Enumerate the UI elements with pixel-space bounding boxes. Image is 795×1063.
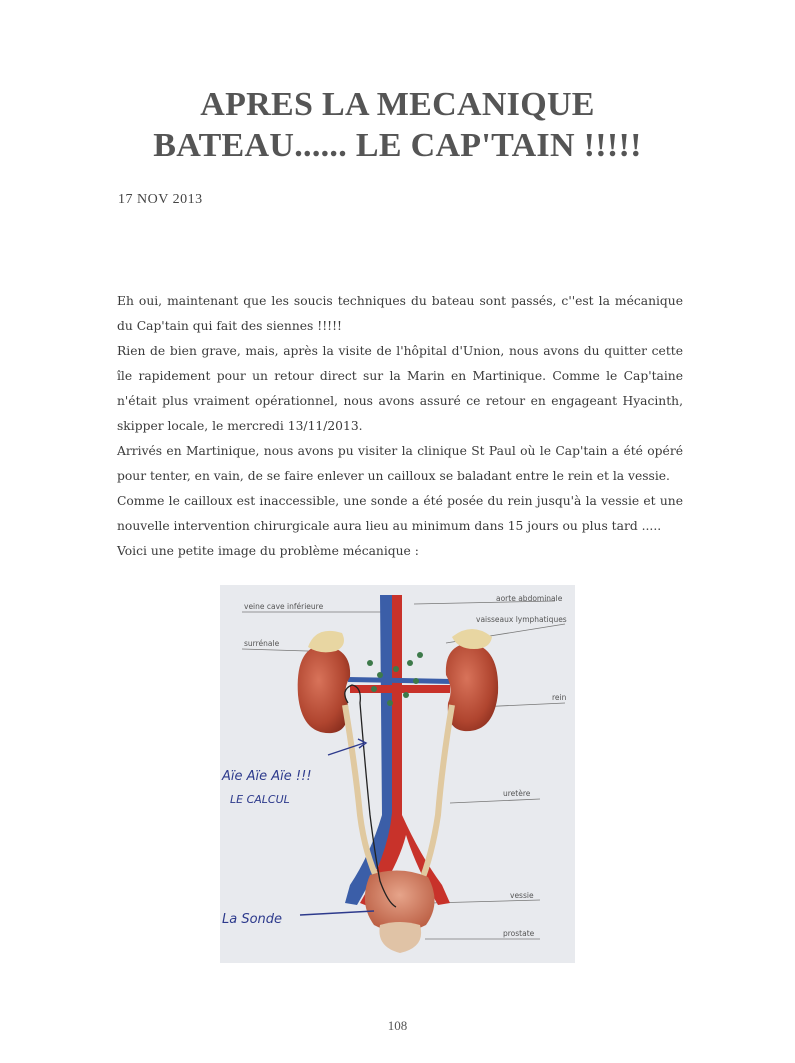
handwritten-calcul: LE CALCUL [230, 793, 290, 806]
article-body [117, 289, 683, 564]
title-line-2: BATEAU...... LE CAP'TAIN !!!!! [153, 127, 642, 164]
label-prostate: prostate [503, 929, 535, 938]
title-line-1: APRES LA MECANIQUE [200, 86, 595, 123]
page-number: 108 [387, 1018, 408, 1033]
right-kidney-shape [446, 643, 498, 731]
anatomy-illustration [220, 585, 575, 963]
handwritten-sonde: La Sonde [222, 912, 283, 927]
label-bladder: vessie [510, 891, 534, 900]
paragraph-4: Comme le cailloux est inaccessible, une sonde a été posée du rein jusqu'à la vessie et une nouvelle intervention chirurgicale aura lieu au minimum dans 15 jours ou plus tard ..... [117, 494, 683, 533]
paragraph-3: Arrivés en Martinique, nous avons pu visiter la clinique St Paul où le Cap'tain a été opéré pour tenter, en vain, de se faire enlever un cailloux se baladant entre le rein et la vessie. [117, 444, 683, 483]
label-adrenal: surrénale [244, 639, 280, 648]
label-vena-cava: veine cave inférieure [244, 602, 324, 611]
urinary-system-diagram [220, 585, 575, 963]
label-lymph: vaisseaux lymphatiques [476, 615, 567, 624]
label-ureter: uretère [503, 789, 531, 798]
handwritten-aie: Aïe Aïe Aïe !!! [222, 769, 312, 784]
left-kidney-shape [298, 645, 350, 733]
paragraph-2: Rien de bien grave, mais, après la visite de l'hôpital d'Union, nous avons du quitter cette île rapidement pour un retour direct sur la Marin en Martinique. Comme le Cap'taine n'était plus vraiment opérationnel, nous avons assuré ce retour en engageant Hyacinth, skipper locale, le mercredi 13/11/2013. [117, 344, 683, 433]
paragraph-1: Eh oui, maintenant que les soucis techniques du bateau sont passés, c''est la mécanique du Cap'tain qui fait des siennes !!!!! [117, 294, 683, 333]
paragraph-5: Voici une petite image du problème mécanique : [117, 544, 419, 558]
label-kidney: rein [552, 693, 567, 702]
post-date: 17 NOV 2013 [118, 192, 203, 207]
page-title [0, 84, 795, 166]
label-aorta: aorte abdominale [496, 594, 563, 603]
